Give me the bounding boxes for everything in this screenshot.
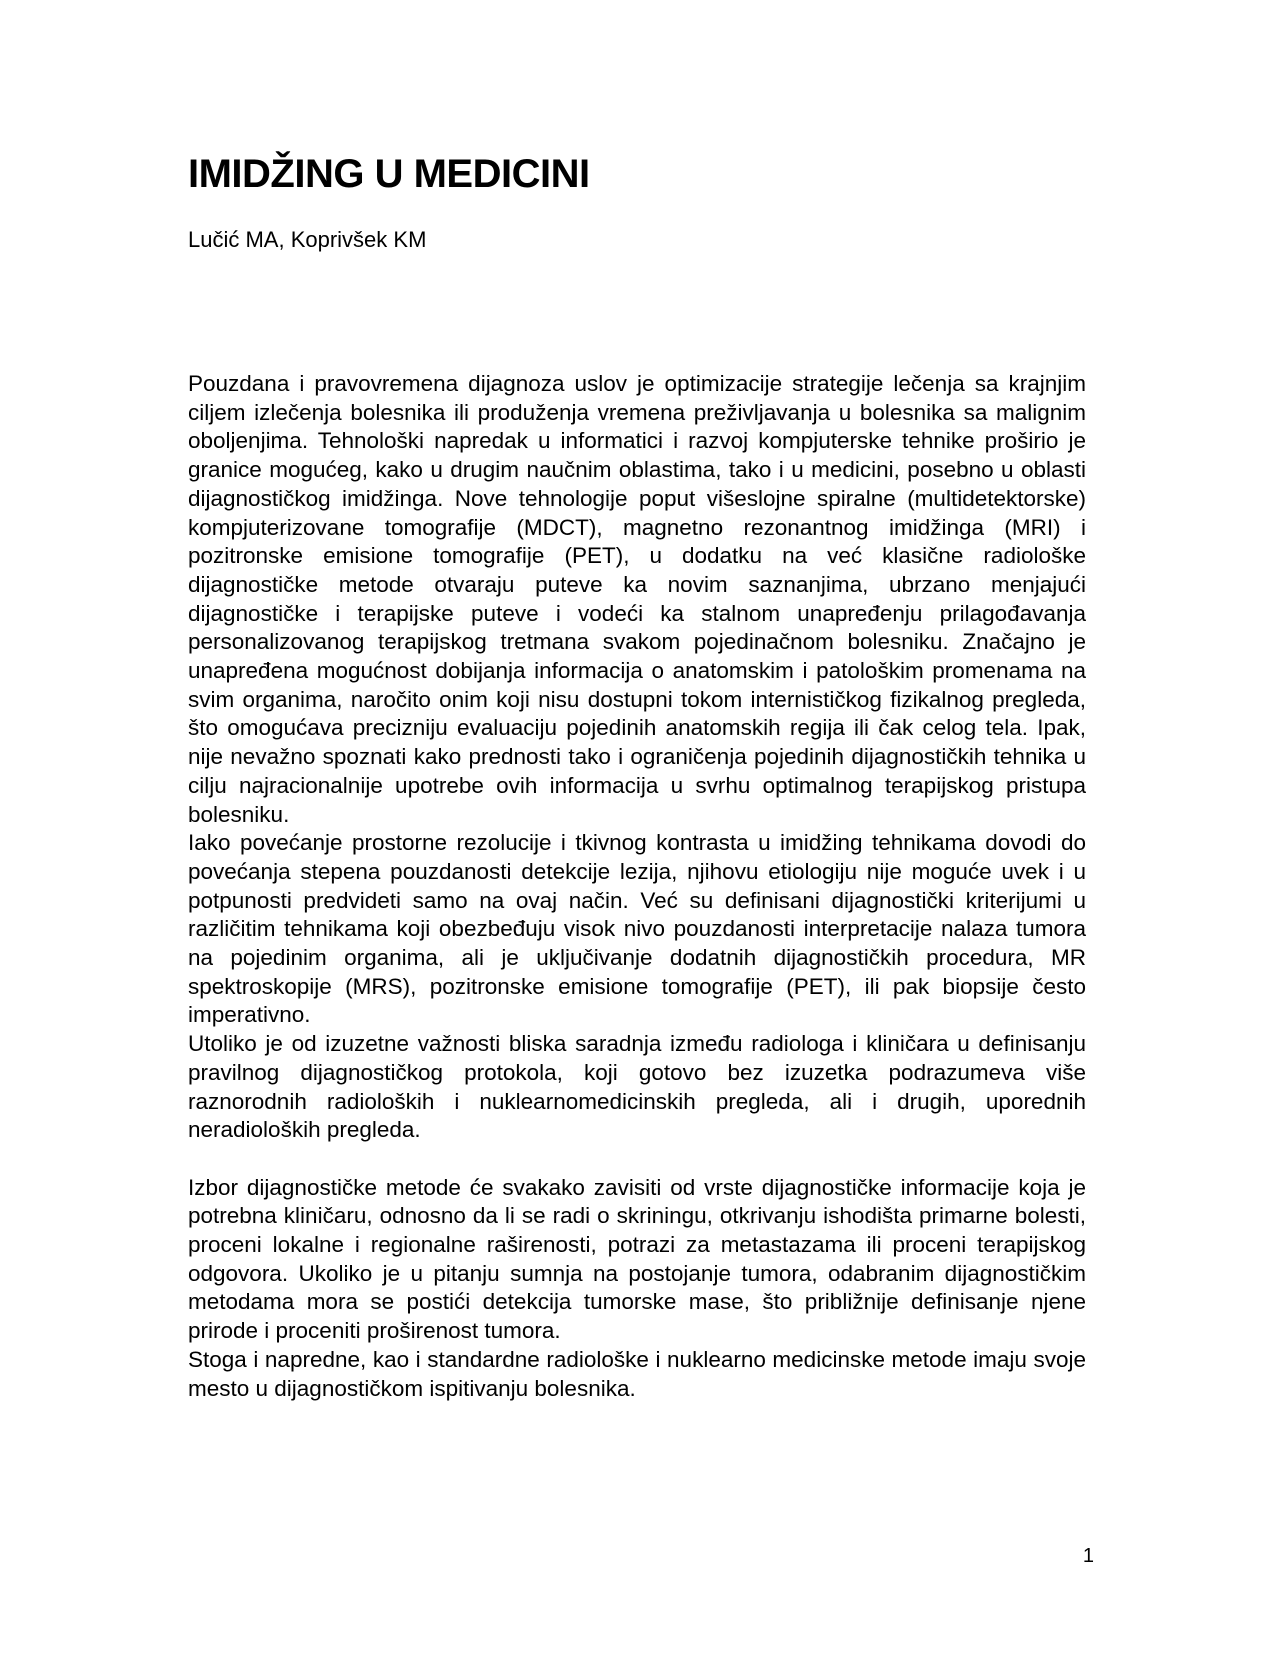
body-paragraph: Utoliko je od izuzetne važnosti bliska saradnja između radiologa i kliničara u definisanju pravilnog dijagnostičkog protokola, koji gotovo bez izuzetka podrazumeva više raznorodnih radioloških i nuklearnomedicinskih pregleda, ali i drugih, uporednih neradioloških pregleda. [188,1031,1086,1143]
document-authors: Lučić MA, Koprivšek KM [188,227,427,252]
body-paragraph: Stoga i napredne, kao i standardne radiološke i nuklearno medicinske metode imaju svoje mesto u dijagnostičkom ispitivanju bolesnika. [188,1346,1086,1401]
document-body [188,370,1086,1403]
body-paragraph: Iako povećanje prostorne rezolucije i tkivnog kontrasta u imidžing tehnikama dovodi do povećanja stepena pouzdanosti detekcije lezija, njihovu etiologiju nije moguće uvek i u potpunosti predvideti samo na ovaj način. Već su definisani dijagnostički kriterijumi u različitim tehnikama koji obezbeđuju visok nivo pouzdanosti interpretacije nalaza tumora na pojedinim organima, ali je uključivanje dodatnih dijagnostičkih procedura, MR spektroskopije (MRS), pozitronske emisione tomografije (PET), ili pak biopsije često imperativno. [188,830,1086,1028]
document-title: IMIDŽING U MEDICINI [188,152,590,196]
page-number: 1 [1082,1545,1094,1567]
body-paragraph: Pouzdana i pravovremena dijagnoza uslov je optimizacije strategije lečenja sa krajnjim ciljem izlečenja bolesnika ili produženja vremena preživljavanja u bolesnika sa malignim oboljenjima. Tehnološki napredak u informatici i razvoj kompjuterske tehnike proširio je granice mogućeg, kako u drugim naučnim oblastima, tako i u medicini, posebno u oblasti dijagnostičkog imidžinga. Nove tehnologije poput višeslojne spiralne (multidetektorske) kompjuterizovane tomografije (MDCT), magnetno rezonantnog imidžinga (MRI) i pozitronske emisione tomografije (PET), u dodatku na već klasične radiološke dijagnostičke metode otvaraju puteve ka novim saznanjima, ubrzano menjajući dijagnostičke i terapijske puteve i vodeći ka stalnom unapređenju prilagođavanja personalizovanog terapijskog tretmana svakom pojedinačnom bolesniku. Značajno je unapređena mogućnost dobijanja informacija o anatomskim i patološkim promenama na svim organima, naročito onim koji nisu dostupni tokom internističkog fizikalnog pregleda, što omogućava precizniju evaluaciju pojedinih anatomskih regija ili čak celog tela. Ipak, nije nevažno spoznati kako prednosti tako i ograničenja pojedinih dijagnostičkih tehnika u cilju najracionalnije upotrebe ovih informacija u svrhu optimalnog terapijskog pristupa bolesniku. [188,371,1086,827]
body-paragraph: Izbor dijagnostičke metode će svakako zavisiti od vrste dijagnostičke informacije koja je potrebna kliničaru, odnosno da li se radi o skriningu, otkrivanju ishodišta primarne bolesti, proceni lokalne i regionalne raširenosti, potrazi za metastazama ili proceni terapijskog odgovora. Ukoliko je u pitanju sumnja na postojanje tumora, odabranim dijagnostičkim metodama mora se postići detekcija tumorske mase, što približnije definisanje njene prirode i proceniti proširenost tumora. [188,1174,1086,1344]
